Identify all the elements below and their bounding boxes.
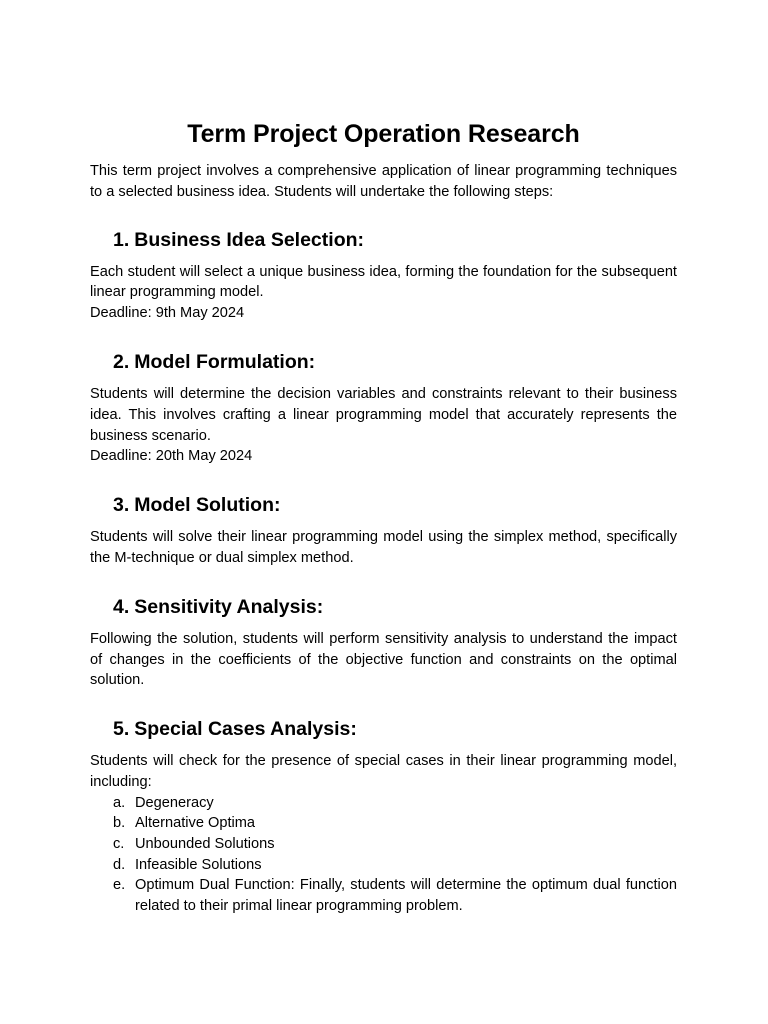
section-body-special-cases-analysis: Students will check for the presence of special cases in their linear programming model, including: xyxy=(90,753,677,790)
section-body-business-idea-selection: Each student will select a unique business idea, forming the foundation for the subsequent linear programming model. xyxy=(90,263,677,301)
list-marker: d. xyxy=(113,856,126,873)
section-heading-business-idea-selection xyxy=(90,227,677,253)
section-number: 2. xyxy=(113,350,130,373)
document-title: Term Project Operation Research xyxy=(187,120,580,148)
section-body-model-formulation: Students will determine the decision variables and constraints relevant to their business idea. This involves crafting a linear programming model that accurately represents the business scenario. xyxy=(90,385,677,444)
list-item xyxy=(90,855,677,876)
list-item-text: Unbounded Solutions xyxy=(135,835,275,852)
section-number: 1. xyxy=(113,228,130,251)
list-item xyxy=(90,875,677,916)
section-title: Special Cases Analysis: xyxy=(134,718,357,741)
list-item xyxy=(90,793,677,814)
list-marker: b. xyxy=(113,815,126,832)
section-heading-model-formulation xyxy=(90,349,677,375)
section-number: 5. xyxy=(113,718,130,741)
list-marker: c. xyxy=(113,835,125,852)
list-marker: e. xyxy=(113,877,126,894)
list-item-text: Infeasible Solutions xyxy=(135,856,262,873)
section-body-sensitivity-analysis: Following the solution, students will perform sensitivity analysis to understand the impact of changes in the coefficients of the objective function and constraints on the optimal solution. xyxy=(90,630,677,689)
list-item-text: Alternative Optima xyxy=(135,815,256,832)
section-title: Sensitivity Analysis: xyxy=(134,595,324,618)
section-title: Business Idea Selection: xyxy=(134,228,365,251)
section-heading-special-cases-analysis xyxy=(90,716,677,742)
list-item xyxy=(90,834,677,855)
section-number: 3. xyxy=(113,494,130,517)
section-body-model-solution: Students will solve their linear programming model using the simplex method, specifically the M-technique or dual simplex method. xyxy=(90,529,677,566)
list-item xyxy=(90,813,677,834)
list-marker: a. xyxy=(113,794,126,811)
section-heading-sensitivity-analysis xyxy=(90,594,677,620)
deadline-model-formulation: Deadline: 20th May 2024 xyxy=(90,448,253,465)
section-title: Model Solution: xyxy=(134,494,281,517)
section-number: 4. xyxy=(113,595,130,618)
list-item-text: Optimum Dual Function: Finally, students will determine the optimum dual function related to their primal linear programming problem. xyxy=(135,877,677,914)
deadline-business-idea-selection: Deadline: 9th May 2024 xyxy=(90,305,245,322)
list-item-text: Degeneracy xyxy=(135,794,214,811)
intro-paragraph: This term project involves a comprehensive application of linear programming techniques to a selected business idea. Students will undertake the following steps: xyxy=(90,163,677,200)
section-title: Model Formulation: xyxy=(134,350,316,373)
section-heading-model-solution xyxy=(90,492,677,518)
special-cases-list xyxy=(90,793,677,917)
